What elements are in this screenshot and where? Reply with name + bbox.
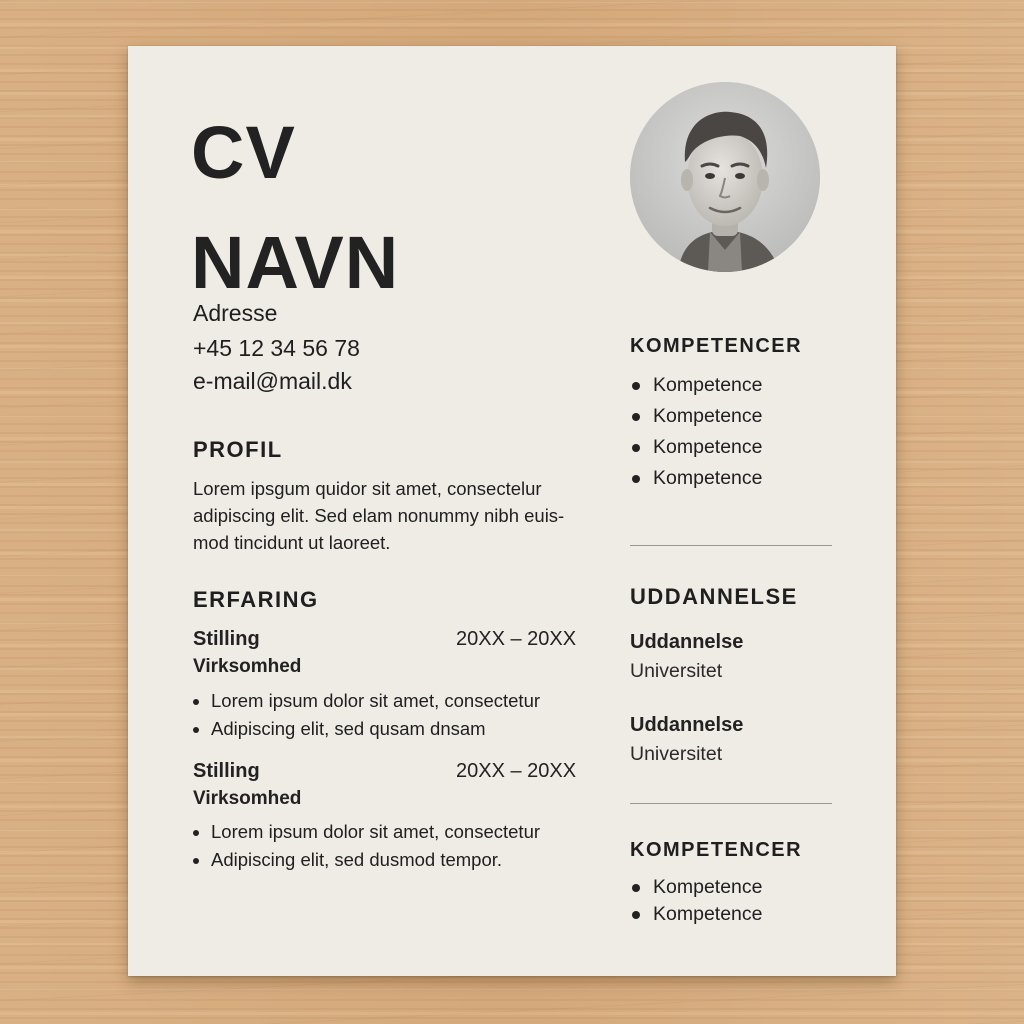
- list-item: Kompetence: [630, 432, 763, 463]
- job-dates: 20XX – 20XX: [456, 628, 577, 650]
- portrait-image: [630, 82, 820, 272]
- job-title: Stilling: [193, 628, 260, 650]
- email-text: e-mail@mail.dk: [193, 368, 352, 394]
- profile-heading: PROFIL: [193, 437, 283, 462]
- list-item: Kompetence: [630, 901, 763, 928]
- skills-list: [630, 370, 763, 494]
- education-heading: UDDANNELSE: [630, 584, 798, 609]
- list-item: Kompetence: [630, 370, 763, 401]
- education-title: Uddannelse: [630, 714, 744, 736]
- list-item: Adipiscing elit, sed dusmod tempor.: [191, 846, 540, 874]
- skills-heading-2: KOMPETENCER: [630, 839, 803, 861]
- list-item: Adipiscing elit, sed qusam dnsam: [191, 715, 540, 743]
- experience-heading: ERFARING: [193, 587, 319, 612]
- education-school: Universitet: [630, 660, 723, 682]
- phone-text: +45 12 34 56 78: [193, 335, 360, 361]
- job-company: Virksomhed: [193, 788, 302, 809]
- list-item: Lorem ipsum dolor sit amet, consectetur: [191, 687, 540, 715]
- job-title: Stilling: [193, 760, 260, 782]
- list-item: Lorem ipsum dolor sit amet, consectetur: [191, 818, 540, 846]
- skills-heading: KOMPETENCER: [630, 335, 803, 357]
- job-bullets: [191, 687, 540, 743]
- skills-list-2: [630, 874, 763, 928]
- job-dates: 20XX – 20XX: [456, 760, 577, 782]
- job-company: Virksomhed: [193, 656, 302, 677]
- list-item: Kompetence: [630, 463, 763, 494]
- list-item: Kompetence: [630, 874, 763, 901]
- education-school: Universitet: [630, 743, 723, 765]
- divider: [630, 545, 832, 546]
- divider: [630, 803, 832, 804]
- education-title: Uddannelse: [630, 631, 744, 653]
- address-text: Adresse: [193, 300, 278, 326]
- cv-sheet: [128, 46, 896, 976]
- cv-title: CV: [191, 111, 296, 194]
- job-bullets: [191, 818, 540, 874]
- list-item: Kompetence: [630, 401, 763, 432]
- name-heading: NAVN: [191, 221, 400, 304]
- profile-photo: [630, 82, 820, 272]
- profile-text: Lorem ipsgum quidor sit amet, consectelur adipiscing elit. Sed elam nonummy nibh euis- mod tincidunt ut laoreet.: [193, 478, 565, 553]
